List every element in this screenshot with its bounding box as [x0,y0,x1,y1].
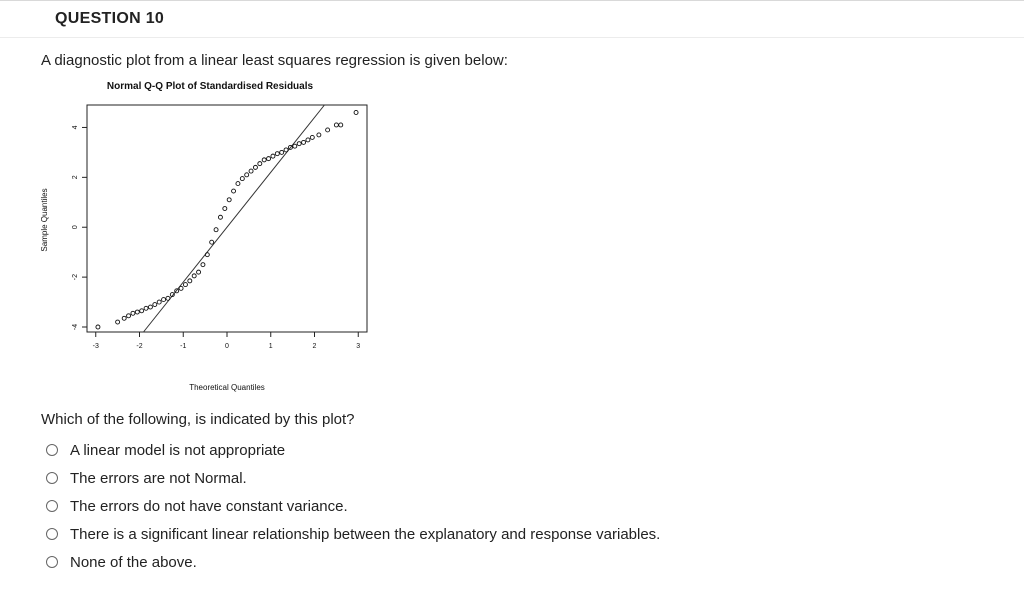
y-tick-label: 4 [72,125,79,130]
data-point [271,154,275,158]
points-group [96,110,358,329]
option-e[interactable] [46,548,660,576]
option-a[interactable] [46,436,660,464]
data-point [258,162,262,166]
data-point [192,274,196,278]
data-point [240,177,244,181]
data-point [334,123,338,127]
data-point [205,253,209,257]
question-header [0,1,1024,38]
option-label: The errors are not Normal. [70,469,247,487]
data-point [302,140,306,144]
data-point [317,133,321,137]
data-point [253,165,257,169]
y-tick-label: -4 [72,323,79,331]
option-label: A linear model is not appropriate [70,441,286,459]
option-label: There is a significant linear relationship between the explanatory and response variables. [70,525,661,543]
data-point [262,158,266,162]
data-point [188,279,192,283]
x-tick-label: -3 [92,343,99,350]
y-tick-label: 0 [72,225,79,230]
data-point [157,300,161,304]
data-point [354,110,358,114]
data-point [116,320,120,324]
data-point [96,325,100,329]
option-c[interactable] [46,492,660,520]
x-tick-label: -2 [136,343,143,350]
data-point [210,240,214,244]
x-axis-label: Theoretical Quantiles [189,383,265,392]
x-tick-label: -1 [180,343,187,350]
data-point [144,306,148,310]
data-point [275,152,279,156]
data-point [140,309,144,313]
data-point [310,135,314,139]
y-tick-label: 2 [72,175,79,180]
reference-line-group [143,105,324,332]
radio-button[interactable] [46,556,58,568]
data-point [236,182,240,186]
answer-options [46,436,660,576]
data-point [232,189,236,193]
x-axis-ticks [93,332,361,350]
data-point [223,207,227,211]
data-point [214,228,218,232]
reference-line [143,105,324,332]
data-point [306,138,310,142]
question-title: QUESTION 10 [55,10,165,27]
data-point [131,311,135,315]
option-label: None of the above. [70,553,197,571]
data-point [227,198,231,202]
question-prompt: A diagnostic plot from a linear least squares regression is given below: [41,52,508,69]
data-point [218,215,222,219]
radio-button[interactable] [46,500,58,512]
data-point [339,123,343,127]
y-axis-label: Sample Quantiles [40,188,49,252]
chart-title: Normal Q-Q Plot of Standardised Residuals [106,81,314,92]
data-point [245,173,249,177]
y-tick-label: -2 [72,274,79,281]
qq-plot-svg [30,72,380,402]
question-text: Which of the following, is indicated by this plot? [41,411,355,428]
x-tick-label: 3 [356,343,361,350]
data-point [148,305,152,309]
qq-plot [30,72,380,402]
data-point [135,310,139,314]
data-point [153,303,157,307]
y-axis-ticks [72,125,87,330]
data-point [127,314,131,318]
x-tick-label: 0 [225,343,229,350]
option-d[interactable] [46,520,660,548]
data-point [326,128,330,132]
radio-button[interactable] [46,472,58,484]
data-point [249,169,253,173]
radio-button[interactable] [46,528,58,540]
option-b[interactable] [46,464,660,492]
data-point [284,148,288,152]
data-point [197,270,201,274]
data-point [293,144,297,148]
data-point [162,298,166,302]
data-point [297,142,301,146]
data-point [267,157,271,161]
data-point [166,296,170,300]
option-label: The errors do not have constant variance. [70,497,348,515]
data-point [280,150,284,154]
data-point [183,283,187,287]
x-tick-label: 1 [268,343,273,350]
radio-button[interactable] [46,444,58,456]
x-tick-label: 2 [312,343,317,350]
data-point [122,316,126,320]
plot-frame [87,105,367,332]
data-point [201,263,205,267]
data-point [179,286,183,290]
